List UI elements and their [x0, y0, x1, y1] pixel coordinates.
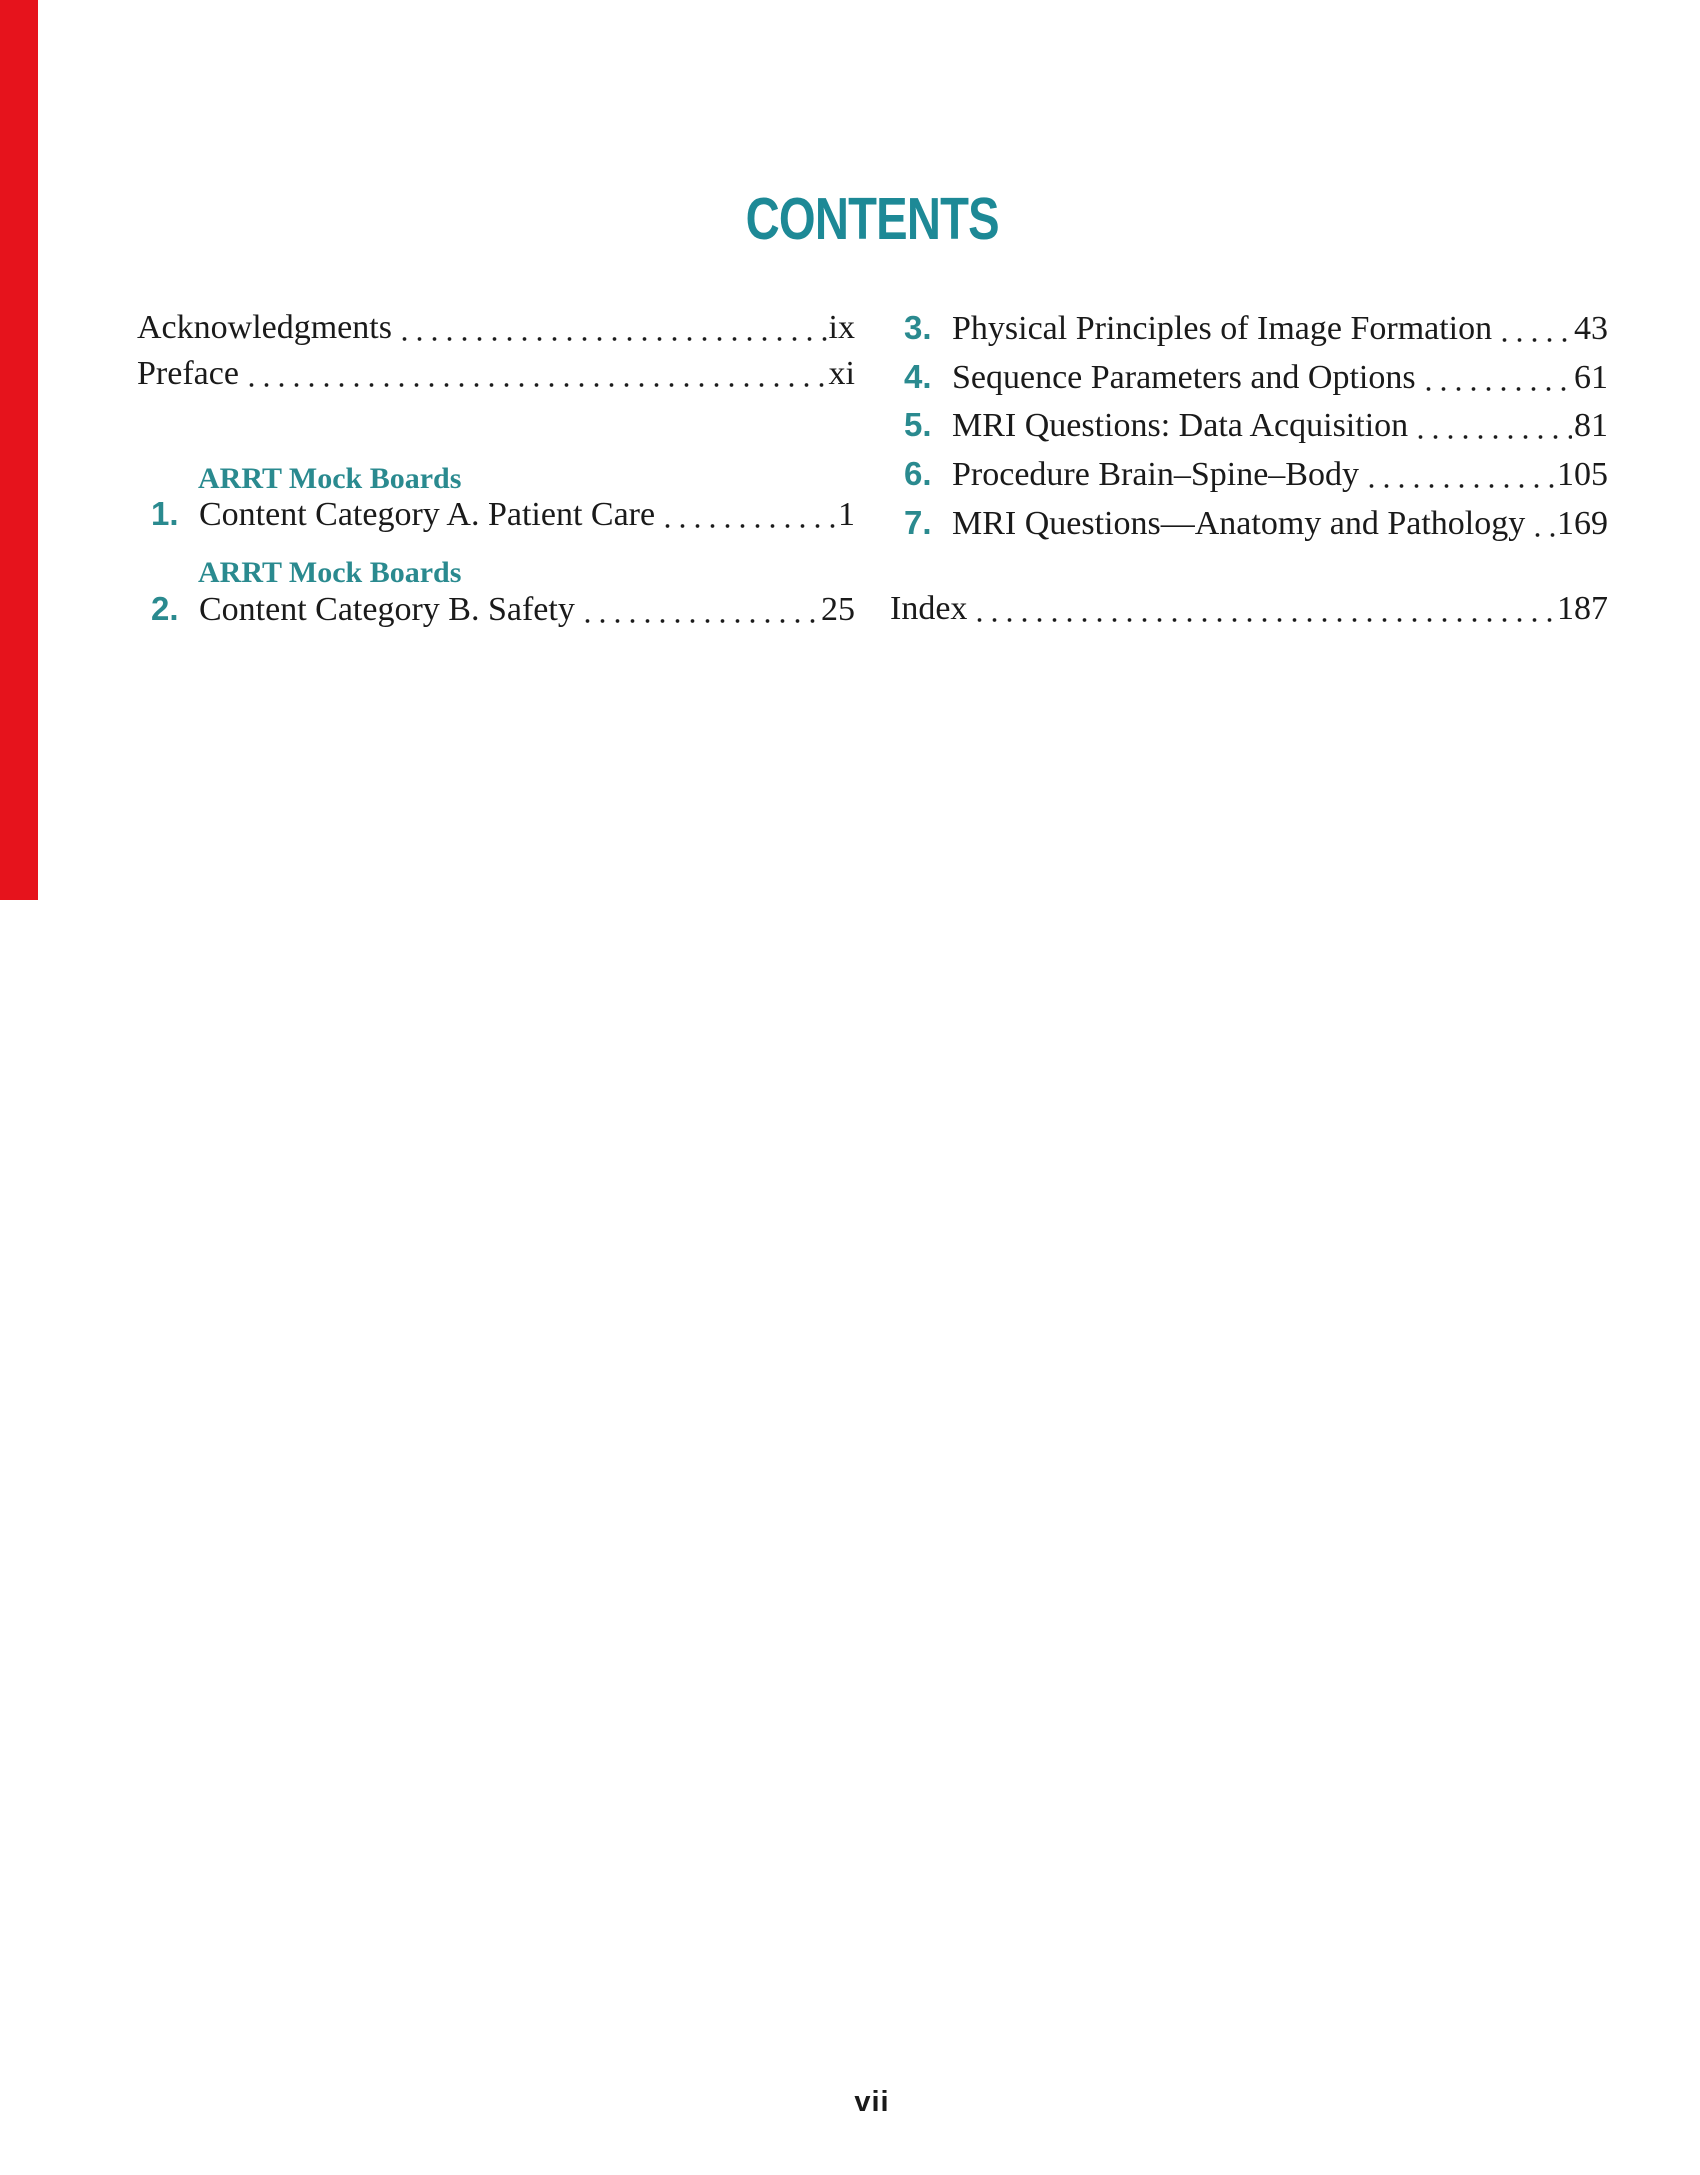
- dot-leader: [585, 618, 819, 624]
- dot-leader: [1418, 434, 1572, 440]
- toc-entry-preface: [137, 354, 855, 395]
- page-title: CONTENTS: [745, 186, 999, 252]
- toc-entry-chapter-7: [890, 503, 1608, 545]
- chapter-number: 3.: [904, 309, 932, 346]
- chapter-number: 6.: [904, 455, 932, 492]
- toc-page-number: 81: [1574, 407, 1608, 444]
- chapter-number: 1.: [151, 495, 179, 532]
- toc-entry-chapter-4: [890, 357, 1608, 399]
- dot-leader: [402, 336, 827, 342]
- toc-page-number: 1: [838, 496, 855, 533]
- toc-entry-label: MRI Questions—Anatomy and Pathology: [952, 505, 1526, 542]
- toc-page-number: 61: [1574, 359, 1608, 396]
- dot-leader: [665, 523, 836, 529]
- chapter-eyebrow: ARRT Mock Boards: [198, 556, 462, 589]
- toc-entry-label: Procedure Brain–Spine–Body: [952, 456, 1359, 493]
- toc-entry-label: Index: [890, 590, 968, 627]
- folio-page-number: vii: [854, 2086, 890, 2118]
- chapter-number: 2.: [151, 590, 179, 627]
- toc-entry-label: MRI Questions: Data Acquisition: [952, 407, 1409, 444]
- toc-page-number: xi: [828, 355, 855, 392]
- dot-leader: [1502, 337, 1572, 343]
- toc-entry-chapter-6: [890, 454, 1608, 496]
- toc-entry-acknowledgments: [137, 308, 855, 349]
- toc-entry-label: Sequence Parameters and Options: [952, 359, 1416, 396]
- toc-page-number: ix: [828, 309, 855, 346]
- toc-entry-chapter-1: [137, 494, 855, 536]
- toc-entry-chapter-5: [890, 405, 1608, 447]
- toc-entry-index: [890, 589, 1608, 630]
- chapter-number: 7.: [904, 504, 932, 541]
- toc-page-number: 169: [1557, 505, 1608, 542]
- toc-page-number: 105: [1557, 456, 1608, 493]
- toc-entry-label: Preface: [137, 355, 239, 392]
- toc-entry-label: Content Category A. Patient Care: [199, 496, 656, 533]
- toc-page-number: 25: [821, 591, 855, 628]
- toc-page-number: 187: [1557, 590, 1608, 627]
- toc-entry-chapter-2: [137, 589, 855, 631]
- page-edge-tab: [0, 0, 38, 900]
- toc-entry-label: Acknowledgments: [137, 309, 392, 346]
- chapter-number: 4.: [904, 358, 932, 395]
- dot-leader: [249, 382, 827, 388]
- dot-leader: [1369, 483, 1555, 489]
- page-title-container: [137, 186, 1607, 252]
- dot-leader: [977, 617, 1555, 623]
- toc-entry-chapter-3: [890, 308, 1608, 350]
- chapter-eyebrow: ARRT Mock Boards: [198, 462, 462, 495]
- dot-leader: [1535, 532, 1555, 538]
- toc-entry-label: Physical Principles of Image Formation: [952, 310, 1493, 347]
- chapter-number: 5.: [904, 406, 932, 443]
- dot-leader: [1426, 386, 1572, 392]
- toc-page-number: 43: [1574, 310, 1608, 347]
- toc-entry-label: Content Category B. Safety: [199, 591, 575, 628]
